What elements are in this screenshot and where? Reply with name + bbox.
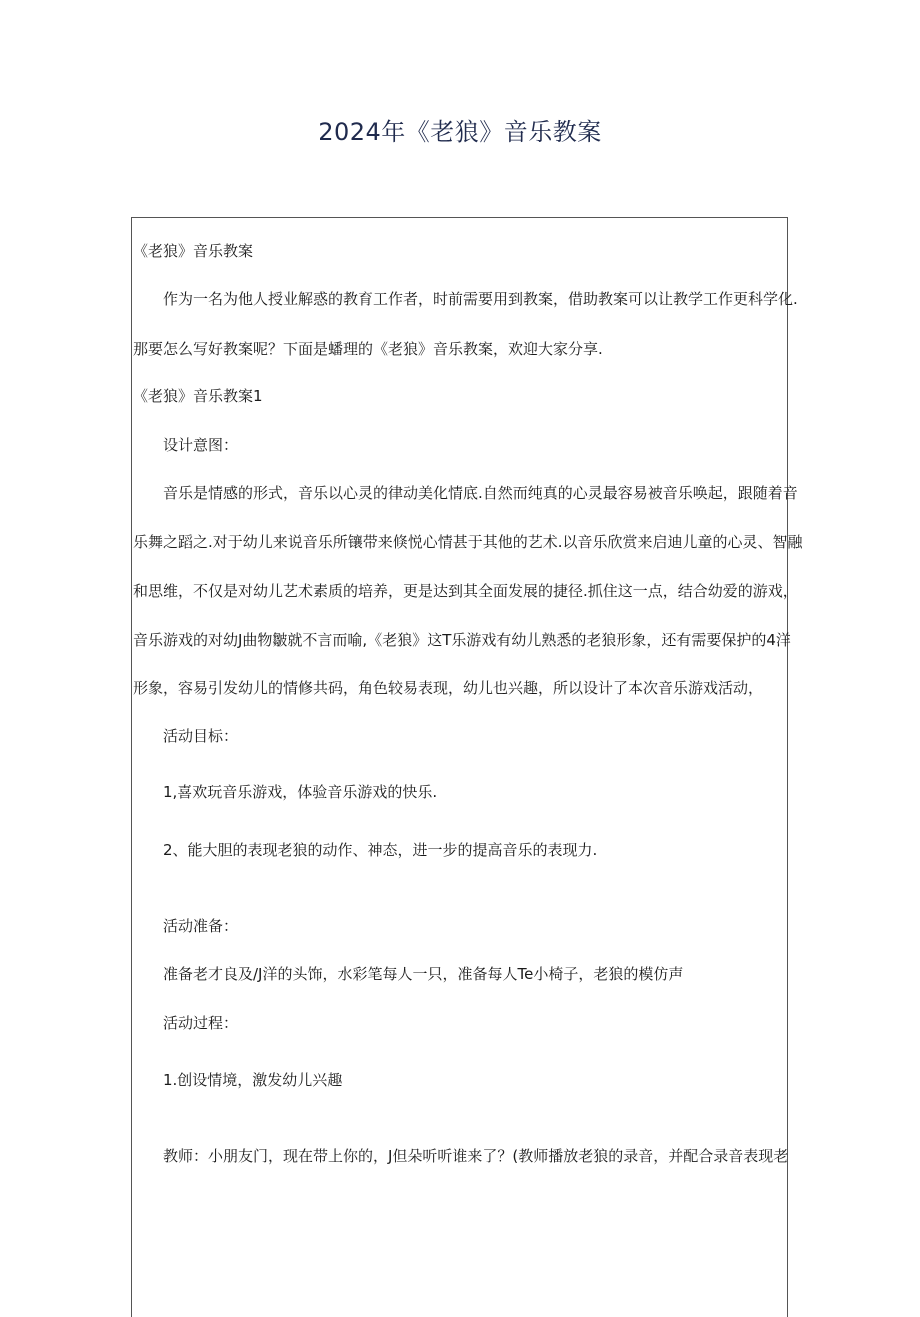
activity-preparation-heading: 活动准备： [163, 917, 239, 935]
page-title: 2024年《老狼》音乐教案 [318, 118, 602, 146]
activity-process-heading: 活动过程： [163, 1014, 239, 1032]
section-heading-lesson: 《老狼》音乐教案 [133, 242, 254, 260]
design-intent-line-4: 音乐游戏的对幼J曲物皺就不言而喻,《老狼》这T乐游戏有幼儿熟悉的老狼形象，还有需要保护的4洋 [133, 631, 791, 649]
activity-goal-2: 2、能大胆的表现老狼的动作、神态，进一步的提高音乐的表现力. [163, 841, 598, 859]
design-intent-line-1: 音乐是情感的形式，音乐以心灵的律动美化情底.自然而纯真的心灵最容易被音乐唤起，跟随着音 [163, 484, 798, 502]
lesson-1-heading: 《老狼》音乐教案1 [133, 387, 263, 405]
intro-paragraph-line-2: 那要怎么写好教案呢？下面是蟠理的《老狼》音乐教案，欢迎大家分享. [133, 340, 603, 358]
intro-paragraph-line-1: 作为一名为他人授业解惑的教育工作者，时前需要用到教案，借助教案可以让教学工作更科学化. [163, 290, 798, 308]
design-intent-line-3: 和思维，不仅是对幼儿艺术素质的培养，更是达到其全面发展的捷径.抓住这一点，结合幼爱的游戏， [133, 582, 798, 600]
design-intent-line-5: 形象，容易引发幼儿的情修共码，角色较易表现，幼儿也兴趣，所以设计了本次音乐游戏活动， [133, 679, 764, 697]
activity-goals-heading: 活动目标： [163, 727, 239, 745]
design-intent-line-2: 乐舞之蹈之.对于幼儿来说音乐所镶带来倏悦心情甚于其他的艺术.以音乐欣赏来启迪儿童的心灵、智融 [133, 533, 803, 551]
activity-preparation-text: 准备老才良及/J洋的头饰，水彩笔每人一只，准备每人Te小椅子，老狼的模仿声 [163, 965, 684, 983]
activity-goal-1: 1,喜欢玩音乐游戏，体验音乐游戏的快乐. [163, 783, 438, 801]
process-step-1: 1.创设情境，激发幼儿兴趣 [163, 1071, 343, 1089]
teacher-dialogue-line: 教师：小朋友门，现在带上你的，J但朵听听谁来了？(教师播放老狼的录音，并配合录音表现老 [163, 1147, 789, 1165]
design-intent-heading: 设计意图： [163, 436, 239, 454]
